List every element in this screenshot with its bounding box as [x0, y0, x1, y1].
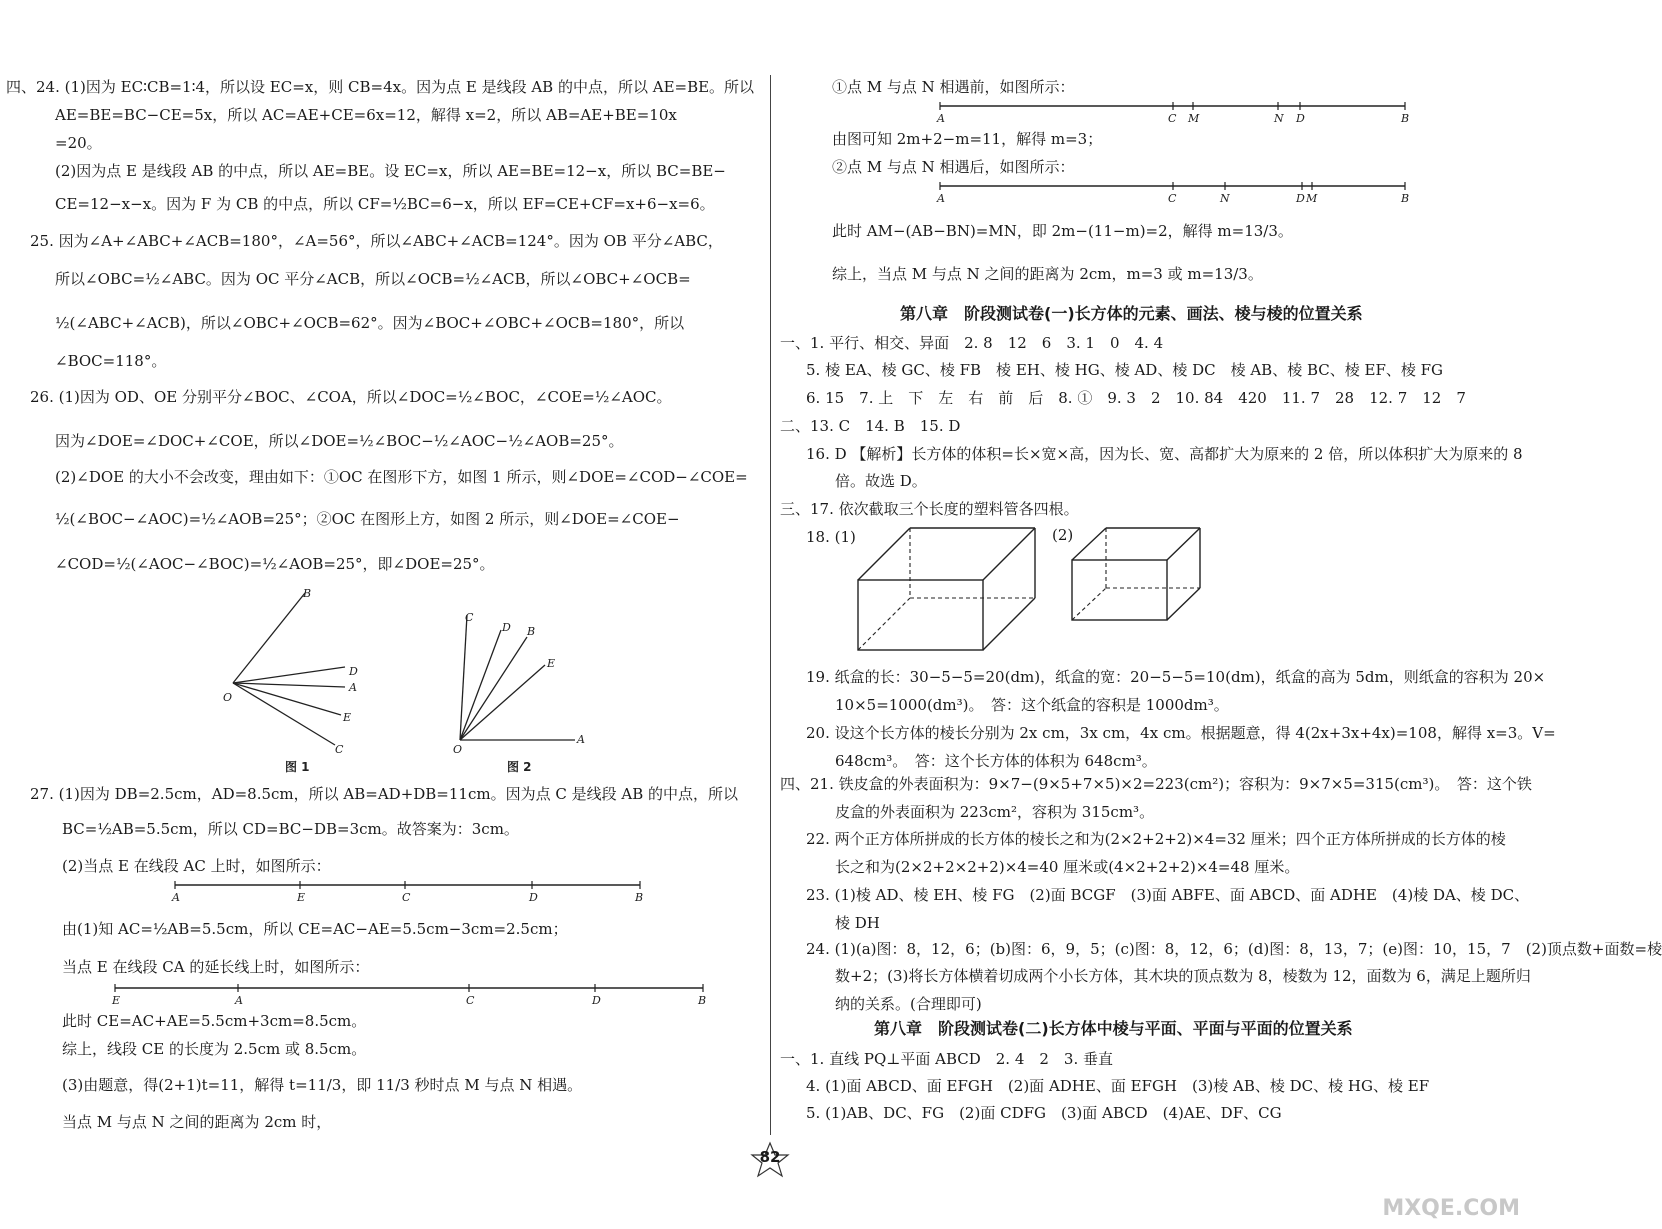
fig2-label-d: D	[502, 621, 511, 634]
column-divider	[770, 75, 771, 1135]
fig1-label-o: O	[223, 691, 233, 704]
fig1-label-a: A	[349, 681, 357, 694]
q24-line4: (2)因为点 E 是线段 AB 的中点，所以 AE=BE。设 EC=x，所以 AE=BE=12−x，所以 BC=BE−	[55, 162, 726, 180]
r-line29: 5. (1)AB、DC、FG (2)面 CDFG (3)面 ABCD (4)AE、DF、CG	[806, 1104, 1282, 1122]
section-heading-2: 第八章 阶段测试卷(二)长方体中棱与平面、平面与平面的位置关系	[874, 1019, 1353, 1038]
r-line15: 10×5=1000(dm³)。 答：这个纸盒的容积是 1000dm³。	[835, 696, 1229, 714]
seg3-b: B	[1401, 112, 1410, 125]
fig1-label-e: E	[343, 711, 352, 724]
fig1-label-b: B	[303, 587, 312, 600]
q27-line1: 27. (1)因为 DB=2.5cm，AD=8.5cm，所以 AB=AD+DB=11cm。因为点 C 是线段 AB 的中点，所以	[30, 785, 738, 803]
seg4-a: A	[937, 192, 945, 205]
seg4-b: B	[1401, 192, 1410, 205]
seg1-e: E	[297, 891, 306, 904]
fig1-label-c: C	[335, 743, 344, 756]
section-heading-1: 第八章 阶段测试卷(一)长方体的元素、画法、棱与棱的位置关系	[900, 304, 1363, 323]
seg4-n: N	[1220, 192, 1230, 205]
r-line6: 一、1. 平行、相交、异面 2. 8 12 6 3. 1 0 4. 4	[780, 334, 1164, 352]
q24-line3: =20。	[55, 134, 102, 152]
r-line12: 三、17. 依次截取三个长度的塑料管各四根。	[780, 500, 1079, 518]
q26-line1: 26. (1)因为 OD、OE 分别平分∠BOC、∠COA，所以∠DOC=½∠BOC，∠COE=½∠AOC。	[30, 388, 672, 406]
r-line3: ②点 M 与点 N 相遇后，如图所示：	[832, 158, 1075, 176]
r-line18: 四、21. 铁皮盒的外表面积为：9×7−(9×5+7×5)×2=223(cm²)；容积为：9×7×5=315(cm³)。 答：这个铁	[780, 775, 1532, 793]
segment-diagram-1	[165, 875, 655, 905]
q24-line1: 四、24. (1)因为 EC∶CB=1∶4，所以设 EC=x，则 CB=4x。因为点 E 是线段 AB 的中点，所以 AE=BE。所以	[6, 78, 755, 96]
r-line16: 20. 设这个长方体的棱长分别为 2x cm，3x cm，4x cm。根据题意，得 4(2x+3x+4x)=108，解得 x=3。V=	[806, 724, 1556, 742]
fig2-label-a: A	[577, 733, 585, 746]
seg3-a: A	[937, 112, 945, 125]
r-line10: 16. D 【解析】长方体的体积=长×宽×高，因为长、宽、高都扩大为原来的 2 倍，所以体积扩大为原来的 8	[806, 445, 1523, 463]
r-line13a: 18. (1)	[806, 528, 856, 546]
q26-line4: ½(∠BOC−∠AOC)=½∠AOB=25°；②OC 在图形上方，如图 2 所示，则∠DOE=∠COE−	[55, 510, 680, 528]
r-line25: 数+2；(3)将长方体横着切成两个小长方体，其木块的顶点数为 8，棱数为 12，面数为 6，满足上题所归	[835, 967, 1531, 985]
r-line14: 19. 纸盒的长：30−5−5=20(dm)，纸盒的宽：20−5−5=10(dm)，纸盒的高为 5dm，则纸盒的容积为 20×	[806, 668, 1546, 686]
r-line8: 6. 15 7. 上 下 左 右 前 后 8. ① 9. 3 2 10. 84 420 11. 7 28 12. 7 12 7	[806, 389, 1466, 407]
seg4-c: C	[1168, 192, 1177, 205]
q27-line4: 由(1)知 AC=½AB=5.5cm，所以 CE=AC−AE=5.5cm−3cm=2.5cm；	[62, 920, 568, 938]
fig2-label-b: B	[527, 625, 536, 638]
seg2-a: A	[235, 994, 243, 1007]
q26-line5: ∠COD=½(∠AOC−∠BOC)=½∠AOB=25°，即∠DOE=25°。	[55, 555, 495, 573]
q27-line9: 当点 M 与点 N 之间的距离为 2cm 时，	[62, 1113, 332, 1131]
r-line26: 纳的关系。(合理即可)	[835, 995, 982, 1013]
r-line7: 5. 棱 EA、棱 GC、棱 FB 棱 EH、棱 HG、棱 AD、棱 DC 棱 AB、棱 BC、棱 EF、棱 FG	[806, 361, 1444, 379]
q25-line1: 25. 因为∠A+∠ABC+∠ACB=180°，∠A=56°，所以∠ABC+∠ACB=124°。因为 OB 平分∠ABC，	[30, 232, 723, 250]
r-line20: 22. 两个正方体所拼成的长方体的棱长之和为(2×2+2+2)×4=32 厘米；四个正方体所拼成的长方体的棱	[806, 830, 1506, 848]
r-line9: 二、13. C 14. B 15. D	[780, 417, 961, 435]
q25-line2: 所以∠OBC=½∠ABC。因为 OC 平分∠ACB，所以∠OCB=½∠ACB，所以∠OBC+∠OCB=	[55, 270, 691, 288]
fig2-label-e: E	[547, 657, 556, 670]
r-line4: 此时 AM−(AB−BN)=MN，即 2m−(11−m)=2，解得 m=13/3。	[832, 222, 1293, 240]
watermark: MXQE.COM	[1382, 1196, 1520, 1221]
seg4-m: M	[1306, 192, 1318, 205]
q25-line3: ½(∠ABC+∠ACB)，所以∠OBC+∠OCB=62°。因为∠BOC+∠OBC+∠OCB=180°，所以	[55, 314, 685, 332]
segment-diagram-2	[105, 978, 715, 1008]
seg1-b: B	[635, 891, 644, 904]
r-line13b: (2)	[1052, 526, 1074, 544]
segment-diagram-4	[930, 180, 1420, 208]
seg4-d: D	[1296, 192, 1305, 205]
seg2-e: E	[112, 994, 121, 1007]
seg3-c: C	[1168, 112, 1177, 125]
r-line27: 一、1. 直线 PQ⊥平面 ABCD 2. 4 2 3. 垂直	[780, 1050, 1113, 1068]
r-line22: 23. (1)棱 AD、棱 EH、棱 FG (2)面 BCGF (3)面 ABFE、面 ABCD、面 ADHE (4)棱 DA、棱 DC、	[806, 886, 1530, 904]
fig2-caption: 图 2	[507, 760, 532, 774]
seg3-m: M	[1188, 112, 1200, 125]
r-line21: 长之和为(2×2+2×2+2)×4=40 厘米或(4×2+2+2)×4=48 厘米。	[835, 858, 1300, 876]
q26-line2: 因为∠DOE=∠DOC+∠COE，所以∠DOE=½∠BOC−½∠AOC−½∠AOB=25°。	[55, 432, 624, 450]
q27-line3: (2)当点 E 在线段 AC 上时，如图所示：	[62, 857, 331, 875]
q24-line2: AE=BE=BC−CE=5x，所以 AC=AE+CE=6x=12，解得 x=2，所以 AB=AE+BE=10x	[55, 106, 677, 124]
seg2-b: B	[698, 994, 707, 1007]
fig1-label-d: D	[349, 665, 358, 678]
r-line24: 24. (1)(a)图：8，12，6；(b)图：6，9，5；(c)图：8，12，6；(d)图：8，13，7；(e)图：10，15，7 (2)顶点数+面数=棱	[806, 940, 1662, 958]
seg2-c: C	[466, 994, 475, 1007]
r-line17: 648cm³。 答：这个长方体的体积为 648cm³。	[835, 752, 1157, 770]
q26-line3: (2)∠DOE 的大小不会改变，理由如下：①OC 在图形下方，如图 1 所示，则∠DOE=∠COD−∠COE=	[55, 468, 748, 486]
fig1-caption: 图 1	[285, 760, 310, 774]
r-line2: 由图可知 2m+2−m=11，解得 m=3；	[832, 130, 1103, 148]
angle-figures	[215, 585, 615, 780]
seg3-d: D	[1296, 112, 1305, 125]
r-line28: 4. (1)面 ABCD、面 EFGH (2)面 ADHE、面 EFGH (3)棱 AB、棱 DC、棱 HG、棱 EF	[806, 1077, 1430, 1095]
seg2-d: D	[592, 994, 601, 1007]
q27-line6: 此时 CE=AC+AE=5.5cm+3cm=8.5cm。	[62, 1012, 367, 1030]
r-line19: 皮盒的外表面积为 223cm²，容积为 315cm³。	[835, 803, 1155, 821]
q27-line5: 当点 E 在线段 CA 的延长线上时，如图所示：	[62, 958, 370, 976]
r-line5: 综上，当点 M 与点 N 之间的距离为 2cm，m=3 或 m=13/3。	[832, 265, 1263, 283]
r-line1: ①点 M 与点 N 相遇前，如图所示：	[832, 78, 1075, 96]
fig2-label-c: C	[465, 611, 474, 624]
cuboid-drawings	[850, 520, 1230, 660]
seg1-c: C	[402, 891, 411, 904]
page-number: 82	[759, 1148, 781, 1166]
q27-line8: (3)由题意，得(2+1)t=11，解得 t=11/3，即 11/3 秒时点 M 与点 N 相遇。	[62, 1076, 583, 1094]
q27-line2: BC=½AB=5.5cm，所以 CD=BC−DB=3cm。故答案为：3cm。	[62, 820, 519, 838]
seg1-a: A	[172, 891, 180, 904]
q24-line5: CE=12−x−x。因为 F 为 CB 的中点，所以 CF=½BC=6−x，所以 EF=CE+CF=x+6−x=6。	[55, 195, 715, 213]
r-line23: 棱 DH	[835, 914, 880, 932]
q25-line4: ∠BOC=118°。	[55, 352, 167, 370]
r-line11: 倍。故选 D。	[835, 472, 927, 490]
seg1-d: D	[529, 891, 538, 904]
q27-line7: 综上，线段 CE 的长度为 2.5cm 或 8.5cm。	[62, 1040, 367, 1058]
seg3-n: N	[1274, 112, 1284, 125]
segment-diagram-3	[930, 100, 1420, 128]
fig2-label-o: O	[453, 743, 463, 756]
